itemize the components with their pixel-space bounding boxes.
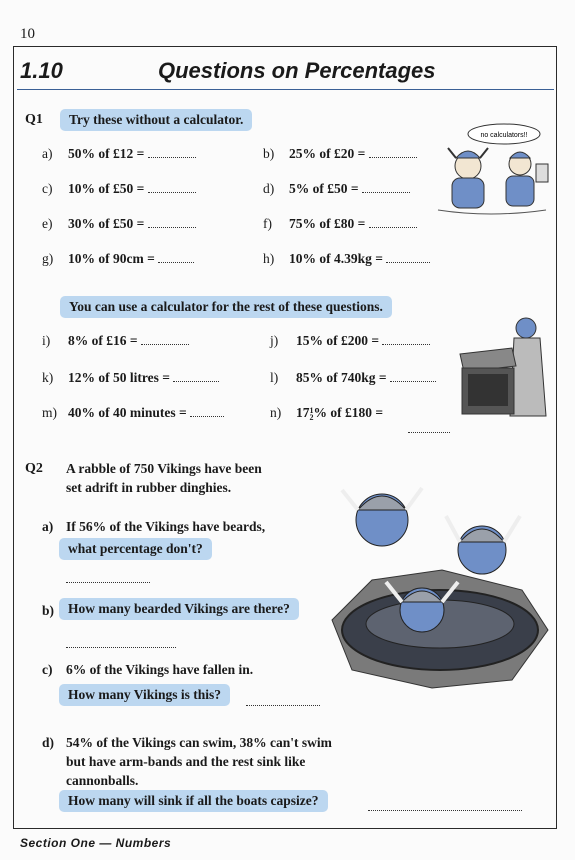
- q1-item-g: [42, 251, 194, 267]
- q2d-answer: [368, 798, 522, 816]
- page-title: Questions on Percentages: [158, 58, 436, 83]
- item-text-suffix: % of £180 =: [313, 405, 384, 420]
- q1-item-c: [42, 181, 196, 197]
- answer-line[interactable]: [148, 182, 196, 193]
- answer-line[interactable]: [66, 637, 176, 648]
- q2d-text-line2: but have arm-bands and the rest sink like: [66, 754, 306, 769]
- q1-item-n: [270, 405, 383, 421]
- q2-intro-line2: set adrift in rubber dinghies.: [66, 480, 232, 495]
- item-text: 40% of 40 minutes =: [68, 405, 187, 420]
- q1-item-d: [263, 181, 410, 197]
- item-text-prefix: 17: [296, 405, 310, 420]
- fraction-numerator: 1: [309, 405, 314, 415]
- answer-line[interactable]: [362, 182, 410, 193]
- item-letter: j): [270, 333, 279, 348]
- q2b-letter: b): [42, 603, 55, 618]
- q2c-answer: [246, 693, 320, 711]
- q1-item-a: [42, 146, 196, 162]
- item-text: 8% of £16 =: [68, 333, 138, 348]
- q2a-text: If 56% of the Vikings have beards,: [66, 519, 266, 534]
- q2-intro-line1: A rabble of 750 Vikings have been: [66, 461, 262, 476]
- q1-item-j: [270, 333, 430, 349]
- answer-line[interactable]: [66, 572, 150, 583]
- answer-line[interactable]: [390, 371, 436, 382]
- q2d-text: [66, 733, 332, 790]
- q2d-letter: d): [42, 735, 55, 750]
- answer-line[interactable]: [408, 422, 450, 433]
- vikings-no-calculators-illustration: [430, 118, 554, 222]
- answer-line[interactable]: [368, 800, 522, 811]
- speech-bubble-text: no calculators!!: [480, 132, 528, 139]
- item-text: 25% of £20 =: [289, 146, 366, 161]
- vikings-dinghy-illustration: [312, 460, 550, 694]
- item-letter: c): [42, 181, 53, 196]
- q1-item-h: [263, 251, 430, 267]
- item-letter: g): [42, 251, 54, 266]
- item-text: 15% of £200 =: [296, 333, 380, 348]
- q2a-question: what percentage don't?: [59, 538, 212, 560]
- answer-line[interactable]: [369, 217, 417, 228]
- item-text: 10% of 4.39kg =: [289, 251, 383, 266]
- answer-line[interactable]: [386, 252, 430, 263]
- item-text: 75% of £80 =: [289, 216, 366, 231]
- q2-label: Q2: [25, 461, 43, 476]
- answer-line[interactable]: [382, 334, 430, 345]
- item-letter: a): [42, 146, 53, 161]
- calculator-instruction: You can use a calculator for the rest of these questions.: [60, 296, 392, 318]
- q2-intro: [66, 459, 262, 497]
- q1-item-k: [42, 370, 219, 386]
- q1-item-l: [270, 370, 436, 386]
- q2a-answer: [66, 570, 150, 588]
- answer-line[interactable]: [148, 147, 196, 158]
- title-rule: [17, 89, 554, 90]
- item-letter: e): [42, 216, 53, 231]
- q2d-text-line3: cannonballs.: [66, 773, 139, 788]
- q2d-text-line1: 54% of the Vikings can swim, 38% can't swim: [66, 735, 332, 750]
- q1-item-b: [263, 146, 417, 162]
- answer-line[interactable]: [190, 406, 224, 417]
- item-text: 30% of £50 =: [68, 216, 145, 231]
- q1-item-f: [263, 216, 417, 232]
- footer-section: Section One — Numbers: [20, 836, 172, 850]
- q1-item-e: [42, 216, 196, 232]
- answer-line[interactable]: [173, 371, 219, 382]
- answer-line[interactable]: [369, 147, 417, 158]
- q2c-question: How many Vikings is this?: [59, 684, 230, 706]
- q2a-letter: a): [42, 519, 54, 534]
- item-text: 10% of £50 =: [68, 181, 145, 196]
- item-text: 10% of 90cm =: [68, 251, 155, 266]
- item-text: 12% of 50 litres =: [68, 370, 170, 385]
- item-letter: l): [270, 370, 279, 385]
- item-letter: d): [263, 181, 275, 196]
- page-number: 10: [20, 26, 35, 42]
- section-number: 1.10: [20, 58, 63, 83]
- item-letter: h): [263, 251, 275, 266]
- viking-computer-illustration: [454, 306, 554, 424]
- item-letter: m): [42, 405, 57, 420]
- q1-item-i: [42, 333, 189, 349]
- q1-item-m: [42, 405, 224, 421]
- answer-line[interactable]: [141, 334, 189, 345]
- answer-line[interactable]: [158, 252, 194, 263]
- q2d-question: How many will sink if all the boats capsize?: [59, 790, 328, 812]
- q2b-answer: [66, 635, 176, 653]
- q1-item-n-answer: [408, 420, 450, 438]
- fraction-denominator: 2: [309, 412, 314, 422]
- item-letter: f): [263, 216, 272, 231]
- item-letter: i): [42, 333, 51, 348]
- q2b-question: How many bearded Vikings are there?: [59, 598, 299, 620]
- q1-label: Q1: [25, 112, 43, 127]
- item-letter: b): [263, 146, 275, 161]
- item-letter: n): [270, 405, 282, 420]
- answer-line[interactable]: [148, 217, 196, 228]
- answer-line[interactable]: [246, 695, 320, 706]
- q2c-letter: c): [42, 662, 53, 677]
- item-letter: k): [42, 370, 54, 385]
- q2c-text: 6% of the Vikings have fallen in.: [66, 662, 254, 677]
- item-text: 5% of £50 =: [289, 181, 359, 196]
- item-text: 50% of £12 =: [68, 146, 145, 161]
- item-text: 85% of 740kg =: [296, 370, 387, 385]
- q1-instruction: Try these without a calculator.: [60, 109, 252, 131]
